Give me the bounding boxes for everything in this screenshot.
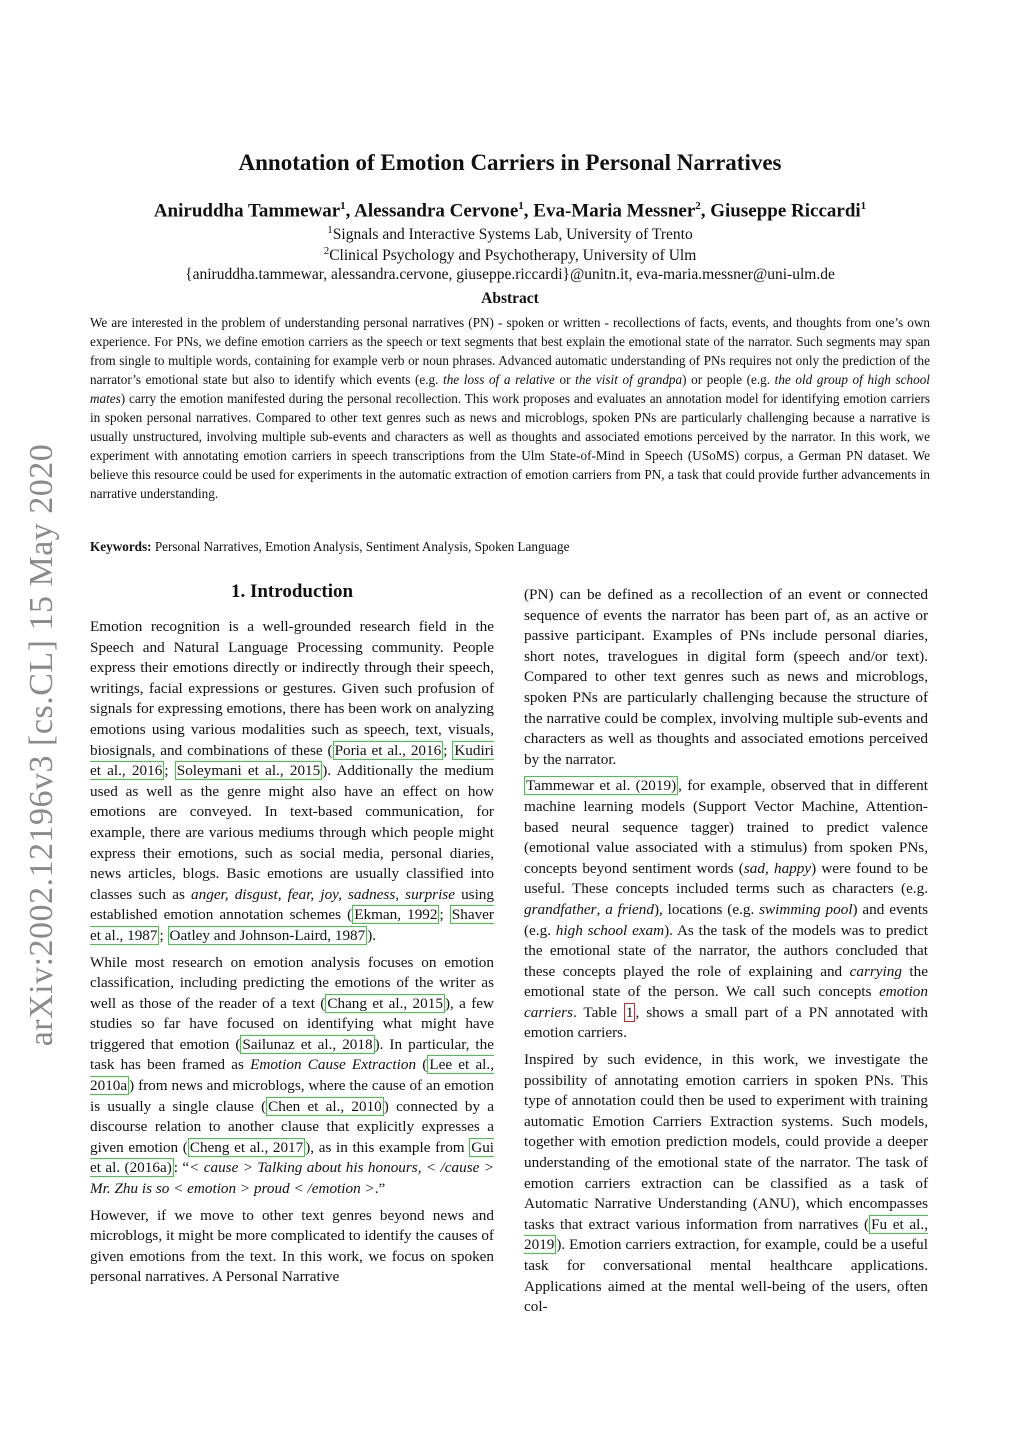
section-heading-introduction: 1. Introduction	[230, 581, 354, 602]
citation-link[interactable]: Chen et al., 2010	[268, 1097, 382, 1115]
citation-link[interactable]: Tammewar et al. (2019)	[526, 777, 677, 795]
citation-link[interactable]: Shaver et al., 1987	[90, 906, 494, 944]
citation-link[interactable]: Kudiri et al., 2016	[90, 741, 494, 780]
citation-link[interactable]: Ekman, 1992	[354, 906, 438, 924]
citation-link[interactable]: Fu et al., 2019	[524, 1215, 928, 1254]
affiliation-2: $^2$Clinical Psychology and Psychotherapy, University of Ulm	[323, 245, 697, 265]
author-name: Eva-Maria Messner	[533, 200, 696, 222]
citation-link[interactable]: Gui et al. (2016a)	[90, 1138, 495, 1177]
paragraph: Tammewar et al. (2019) , for example, observed that in different machine learning models (Support Vector Machine, Attention-based neural sequence tagger) trained to predict valence (emotional value associated with a stimulus) from spoken PNs, concepts beyond sentiment words (sad, happy) were found to be useful. These concepts included terms such as characters (e.g. grandfather, a friend), locations (e.g. swimming pool) and events (e.g. high school exam). As the task of the models was to predict the emotional state of the narrator, the authors concluded that these concepts played the role of explaining and carrying the emotional state of the person. We call such concepts emotion carriers. Table 1 , shows a small part of a PN annotated with emotion carriers.	[524, 777, 929, 1042]
author-name: Aniruddha Tammewar	[153, 200, 341, 222]
citation-link[interactable]: Oatley and Johnson-Laird, 1987	[169, 926, 366, 944]
affiliation-1: $^1$Signals and Interactive Systems Lab, University of Trento	[327, 224, 693, 244]
paragraph: However, if we move to other text genres beyond news and microblogs, it might be more complicated to identify the causes of given emotions from the text. In this work, we focus on spoken personal narratives. A Personal Narrative	[90, 1206, 494, 1286]
right-column	[524, 585, 928, 1324]
citation-link[interactable]: Cheng et al., 2017	[189, 1138, 304, 1156]
citation-link[interactable]: Poria et al., 2016	[334, 741, 442, 759]
citation-link[interactable]: Soleymani et al., 2015	[176, 762, 321, 780]
arxiv-id: arXiv:2002.12196v3 [cs.CL] 15 May 2020	[23, 443, 60, 1047]
author-list: Aniruddha Tammewar$^1$, Alessandra Cervone$^1$, Eva-Maria Messner$^2$, Giuseppe Riccardi$^1$	[153, 200, 867, 222]
keywords: Keywords: Personal Narratives, Emotion Analysis, Sentiment Analysis, Spoken Language	[90, 539, 570, 554]
citation-link[interactable]: Lee et al., 2010a	[90, 1056, 494, 1095]
citation-link[interactable]: Chang et al., 2015	[327, 994, 443, 1012]
author-emails: {aniruddha.tammewar, alessandra.cervone, giuseppe.riccardi}@unitn.it, eva-maria.messner@uni-ulm.de	[185, 266, 835, 283]
abstract-heading: Abstract	[481, 290, 539, 307]
paragraph: (PN) can be defined as a recollection of an event or connected sequence of events the narrator has been part of, as an active or passive participant. Examples of PNs include personal diaries, short notes, travelogues in digital form (speech and/or text). Compared to other text genres such as news and microblogs, spoken PNs are particularly challenging because the structure of the narrative could be complex, involving multiple sub-events and characters as well as thoughts and associated emotions perceived by the narrator.	[524, 586, 928, 768]
citation-link[interactable]: Sailunaz et al., 2018	[242, 1035, 373, 1053]
paragraph: Inspired by such evidence, in this work, we investigate the possibility of annotating emotion carriers in spoken PNs. This type of annotation could then be used to experiment with training automatic Emotion Carriers Extraction systems. Such models, together with emotion prediction models, could provide a deeper understanding of the emotional state of the narrator. The task of emotion carriers extraction can be classified as a task of Automatic Narrative Understanding (ANU), which encompasses tasks that extract various information from narratives ( Fu et al., 2019 ). Emotion carriers extraction, for example, could be a useful task for conversational mental healthcare applications. Applications aimed at the mental well-being of the users, often col-	[524, 1051, 928, 1316]
abstract-body: We are interested in the problem of understanding personal narratives (PN) - spoken or written - recollections of facts, events, and thoughts from one’s own experience. For PNs, we define emotion carriers as the speech or text segments that best explain the emotional state of the narrator. Such segments may span from single to multiple words, containing for example verb or noun phrases. Advanced automatic understanding of PNs requires not only the prediction of the narrator’s emotional state but also to identify which events (e.g. the loss of a relative or the visit of grandpa) or people (e.g. the old group of high school mates) carry the emotion manifested during the personal recollection. This work proposes and evaluates an annotation model for identifying emotion carriers in spoken personal narratives. Compared to other text genres such as news and microblogs, spoken PNs are particularly challenging because a narrative is usually unstructured, involving multiple sub-events and characters as well as thoughts and associated emotions perceived by the narrator. In this work, we experiment with annotating emotion carriers in speech transcriptions from the Ulm State-of-Mind in Speech (USoMS) corpus, a German PN dataset. We believe this resource could be used for experiments in the automatic extraction of emotion carriers from PN, a task that could provide further advancements in narrative understanding.	[90, 315, 930, 501]
author-name: Giuseppe Riccardi	[710, 200, 861, 222]
paper-title: Annotation of Emotion Carriers in Personal Narratives	[238, 150, 782, 175]
left-column	[90, 617, 494, 1294]
table-reference-link[interactable]: 1	[625, 1003, 634, 1021]
paragraph: While most research on emotion analysis focuses on emotion classification, including predicting the emotions of the writer as well as those of the reader of a text ( Chang et al., 2015 ), a few studies so far have focused on identifying what might have triggered that emotion ( Sailunaz et al., 2018 ). In particular, the task has been framed as Emotion Cause Extraction ( Lee et al., 2010a ) from news and microblogs, where the cause of an emotion is usually a single clause ( Chen et al., 2010 ) connected by a discourse relation to another clause that explicitly expresses a given emotion ( Cheng et al., 2017 ), as in this example from Gui et al. (2016a) : “< cause > Talking about his honours, < /cause > Mr. Zhu is so < emotion > proud < /emotion >.”	[90, 953, 495, 1198]
arxiv-identifier-stamp	[12, 445, 72, 1045]
paragraph: Emotion recognition is a well-grounded research field in the Speech and Natural Language Processing community. People express their emotions directly or indirectly through their speech, writings, facial expressions or gestures. Given such profusion of signals for expressing emotions, there has been work on analyzing emotions using various modalities such as speech, text, visuals, biosignals, and combinations of these ( Poria et al., 2016 ; Kudiri et al., 2016 ; Soleymani et al., 2015 ). Additionally the medium used as well as the genre might also have an effect on how emotions are conveyed. In text-based communication, for example, there are various mediums through which people might express their emotions, such as social media, personal diaries, news articles, blogs. Basic emotions are usually classified into classes such as anger, disgust, fear, joy, sadness, surprise using established emotion annotation schemes ( Ekman, 1992 ; Shaver et al., 1987 ; Oatley and Johnson-Laird, 1987 ).	[90, 618, 494, 944]
author-name: Alessandra Cervone	[354, 200, 519, 222]
